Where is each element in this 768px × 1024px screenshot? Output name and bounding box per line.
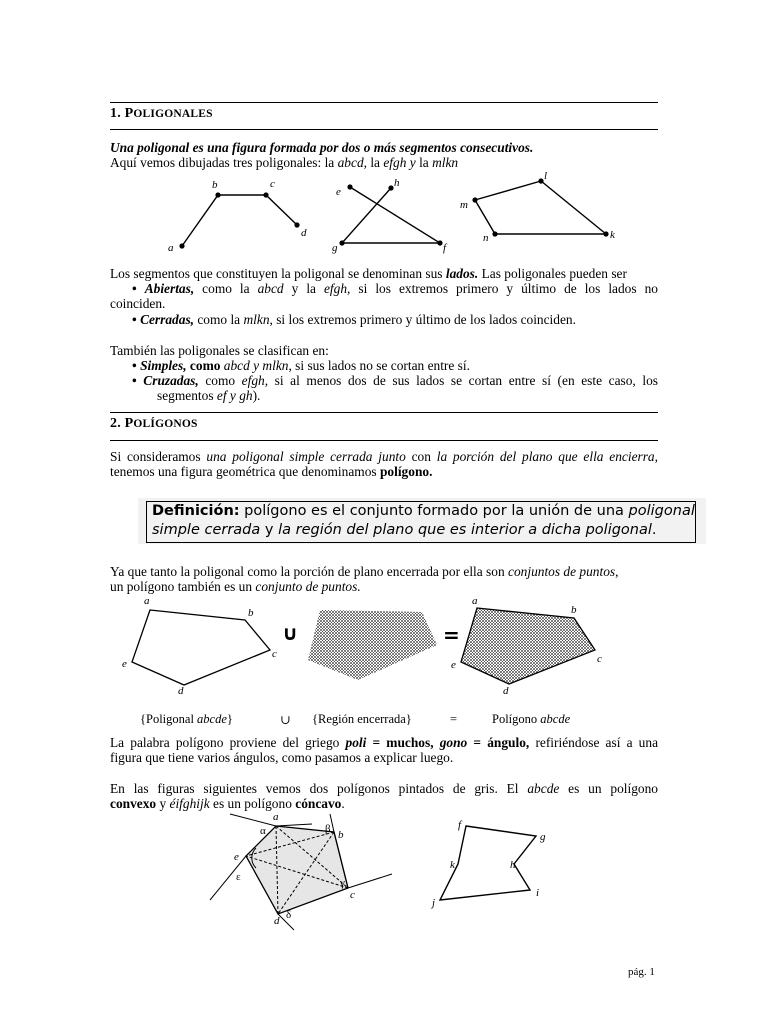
fig3-label-h: h	[510, 859, 516, 871]
convexo-concavo-line2: convexo y éifghijk es un polígono cóncavo.	[110, 796, 345, 811]
etimologia-line1: La palabra polígono proviene del griego poli = muchos, gono = ángulo, refiriéndose así a una	[110, 735, 659, 750]
fig3-label-c: c	[350, 889, 355, 901]
poligonal-abcde-outline	[132, 610, 270, 685]
convexo-concavo-figure	[200, 808, 560, 932]
fig3-label-k: k	[450, 859, 455, 871]
label-g: g	[332, 242, 338, 254]
fig2b-label-c: c	[597, 653, 602, 665]
caption-poligono: Polígono abcde	[492, 712, 571, 726]
convex-polygon-abcde	[210, 811, 392, 930]
label-c: c	[270, 178, 275, 190]
fig2-label-c: c	[272, 648, 277, 660]
convexo-concavo-line1: En las figuras siguientes vemos dos polígonos pintados de gris. El abcde es un polígono	[110, 781, 658, 796]
fig2-label-b: b	[248, 607, 254, 619]
fig3-label-b: b	[338, 829, 344, 841]
fig3-label-e: e	[234, 851, 239, 863]
angle-epsilon: ε	[236, 871, 241, 883]
poligono-abcde-filled	[461, 608, 595, 684]
label-d: d	[301, 227, 307, 239]
poligono-union-figure	[110, 590, 610, 708]
fig2b-label-e: e	[451, 659, 456, 671]
label-n: n	[483, 232, 489, 244]
section1-heading: 1. POLIGONALES	[110, 106, 213, 121]
fig2b-label-b: b	[571, 604, 577, 616]
poligonal-mlkn	[475, 181, 606, 234]
label-h: h	[394, 177, 400, 189]
fig2b-label-a: a	[472, 595, 478, 607]
page-number: pág. 1	[628, 966, 655, 978]
cruzadas-line: • Cruzadas, como efgh, si al menos dos de sus lados se cortan entre sí (en este caso, los	[132, 373, 658, 388]
concave-polygon-fghijk	[430, 819, 546, 909]
fig3-label-g: g	[540, 831, 546, 843]
label-k: k	[610, 229, 615, 241]
lados-line: Los segmentos que constituyen la poligonal se denominan sus lados. Las poligonales pueden ser	[110, 266, 627, 281]
label-m: m	[460, 199, 468, 211]
section2-heading: 2. POLÍGONOS	[110, 416, 198, 431]
rule-bottom-section1	[110, 129, 658, 130]
angle-beta: β	[325, 823, 331, 835]
angle-alpha: α	[260, 825, 266, 837]
caption-poligonal: {Poligonal abcde}	[140, 712, 233, 726]
label-a: a	[168, 242, 174, 254]
rule-top-section2	[110, 412, 658, 413]
definition-line2: simple cerrada y la región del plano que es interior a dicha poligonal.	[152, 522, 657, 538]
caption-region: {Región encerrada}	[312, 712, 412, 726]
fig3-label-i: i	[536, 887, 540, 899]
label-f: f	[443, 242, 447, 254]
definition-line1: Definición: polígono es el conjunto formado por la unión de una poligonal	[152, 503, 695, 519]
fig3-label-a: a	[273, 811, 279, 823]
definition-box	[138, 498, 706, 544]
cruzadas-continuation: segmentos ef y gh).	[157, 388, 261, 403]
abiertas-continuation: coinciden.	[110, 296, 166, 311]
cerradas-line: • Cerradas, como la mlkn, si los extremos primero y último de los lados coinciden.	[132, 312, 576, 327]
etimologia-line2: figura que tiene varios ángulos, como pasamos a explicar luego.	[110, 750, 454, 765]
label-b: b	[212, 179, 218, 191]
poligonales-figure	[160, 170, 640, 256]
rule-bottom-section2	[110, 440, 658, 441]
fig2-label-d: d	[178, 685, 184, 697]
abiertas-line: • Abiertas, como la abcd y la efgh, si los extremos primero y último de los lados no	[132, 281, 658, 296]
poligonal-efgh	[342, 187, 440, 243]
poligonal-intro: Aquí vemos dibujadas tres poligonales: la abcd, la efgh y la mlkn	[110, 155, 459, 170]
union-symbol: ∪	[282, 621, 299, 645]
fig2-label-e: e	[122, 658, 127, 670]
label-l: l	[544, 170, 548, 182]
fig2-label-a: a	[144, 595, 150, 607]
poligonal-definition: Una poligonal es una figura formada por dos o más segmentos consecutivos.	[110, 140, 534, 155]
fig2b-label-d: d	[503, 685, 509, 697]
poligonal-abcd	[182, 195, 297, 246]
poligono-intro-line1: Si consideramos una poligonal simple cerrada junto con la porción del plano que ella encierra,	[110, 449, 658, 464]
caption-union: ∪	[280, 713, 291, 727]
rule-top-section1	[110, 102, 658, 103]
caption-equals: =	[450, 712, 458, 726]
fig3-label-f: f	[458, 819, 462, 831]
simples-line: • Simples, como abcd y mlkn, si sus lados no se cortan entre sí.	[132, 358, 470, 373]
clasifican-line: También las poligonales se clasifican en:	[110, 343, 329, 358]
angle-gamma: γ	[340, 877, 345, 889]
equals-symbol: =	[443, 623, 460, 647]
poligono-intro-line2: tenemos una figura geométrica que denominamos polígono.	[110, 464, 433, 479]
label-e: e	[336, 186, 341, 198]
conjuntos-line1: Ya que tanto la poligonal como la porción de plano encerrada por ella son conjuntos de puntos,	[110, 564, 619, 579]
fig3-label-j: j	[432, 897, 436, 909]
conjuntos-line2: un polígono también es un conjunto de puntos.	[110, 579, 361, 594]
angle-delta: δ	[286, 909, 292, 921]
region-enclosed	[308, 610, 437, 680]
fig3-label-d: d	[274, 915, 280, 927]
